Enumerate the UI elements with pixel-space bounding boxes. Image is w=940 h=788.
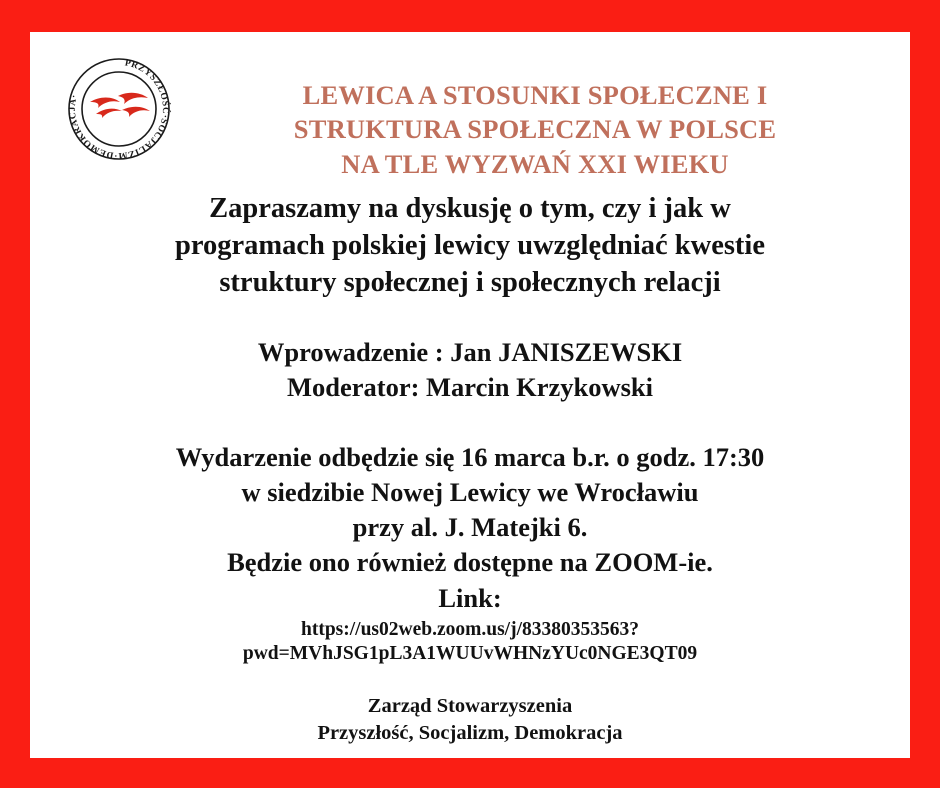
zoom-link-line[interactable]: pwd=MVhJSG1pL3A1WUUvWHNzYUc0NGE3QT09 xyxy=(242,643,698,665)
signature-line: Przyszłość, Socjalizm, Demokracja xyxy=(317,721,623,744)
event-address: przy al. J. Matejki 6. xyxy=(352,512,588,543)
signature-line: Zarząd Stowarzyszenia xyxy=(367,694,573,717)
invitation-line: programach polskiej lewicy uwzględniać kwestie xyxy=(174,230,765,262)
zoom-link[interactable] xyxy=(30,618,910,667)
title-line: NA TLE WYZWAŃ XXI WIEKU xyxy=(341,148,729,179)
speakers-block xyxy=(30,335,910,405)
event-online-note: Będzie ono również dostępne na ZOOM-ie. xyxy=(227,547,713,578)
poster-header xyxy=(30,32,910,179)
poster-card xyxy=(30,32,910,758)
title-line: LEWICA A STOSUNKI SPOŁECZNE I xyxy=(302,80,768,110)
event-venue: w siedzibie Nowej Lewicy we Wrocławiu xyxy=(241,476,699,507)
speaker-moderator: Moderator: Marcin Krzykowski xyxy=(286,372,654,403)
organization-logo-icon xyxy=(60,50,178,168)
svg-text:PRZYSZŁOŚĆ·SOCJALIZM·DEMOKRACJ: PRZYSZŁOŚĆ·SOCJALIZM·DEMOKRACJA· xyxy=(67,58,171,161)
event-datetime: Wydarzenie odbędzie się 16 marca b.r. o godz. 17:30 xyxy=(175,441,765,472)
title-line: STRUKTURA SPOŁECZNA W POLSCE xyxy=(293,114,777,145)
invitation-paragraph xyxy=(30,190,910,301)
speaker-introduction: Wprowadzenie : Jan JANISZEWSKI xyxy=(257,337,683,368)
poster-title xyxy=(75,78,865,181)
signature-block xyxy=(30,693,910,747)
invitation-line: struktury społecznej i społecznych relacji xyxy=(219,267,721,299)
zoom-link-line[interactable]: https://us02web.zoom.us/j/83380353563? xyxy=(300,618,640,640)
event-details-block xyxy=(30,440,910,667)
link-label: Link: xyxy=(438,582,502,613)
invitation-line: Zapraszamy na dyskusję o tym, czy i jak w xyxy=(209,193,731,224)
